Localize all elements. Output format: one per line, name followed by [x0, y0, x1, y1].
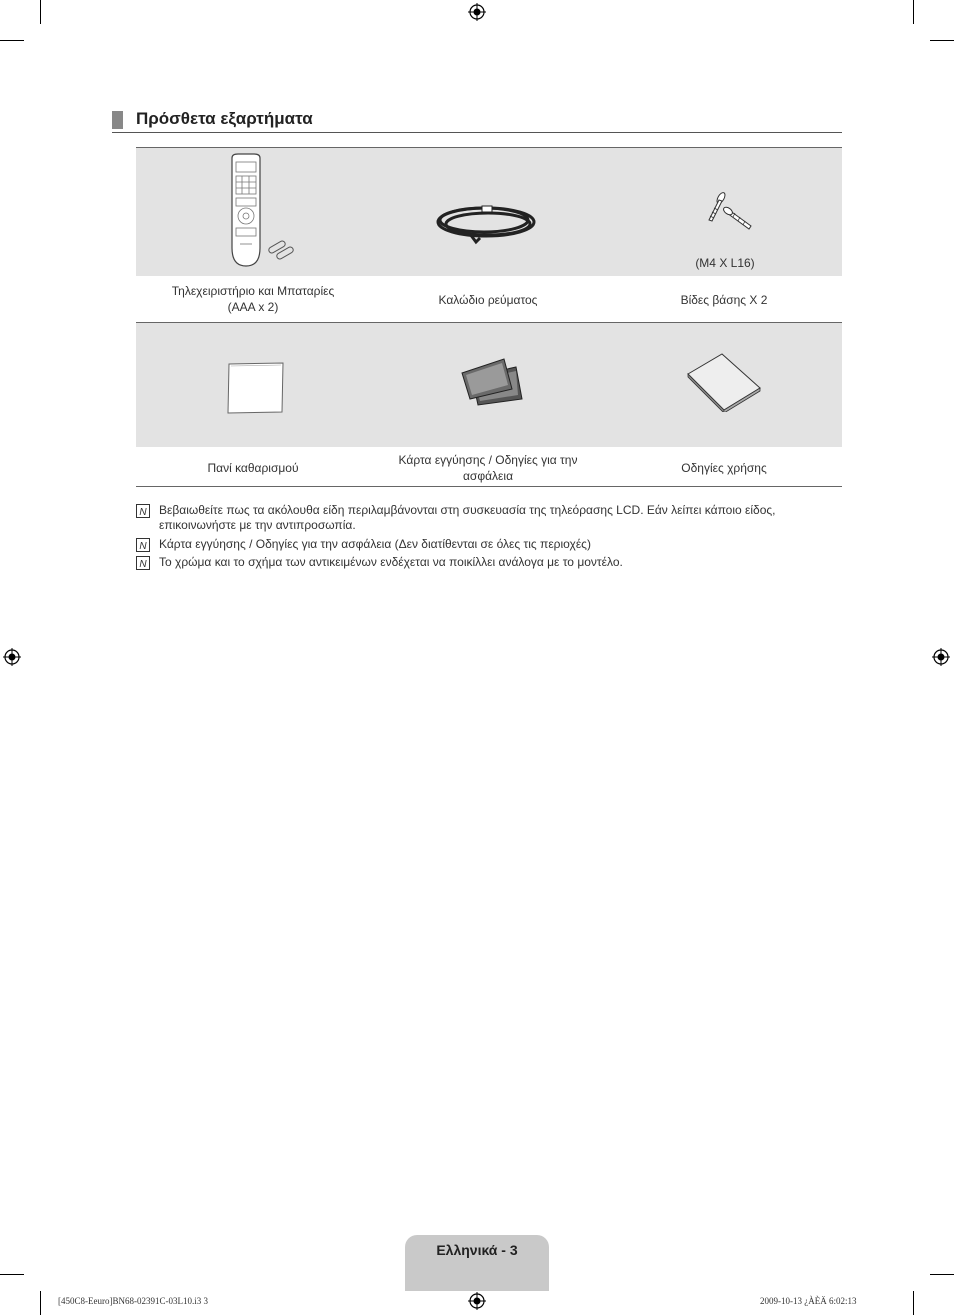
note-text: επικοινωνήστε με την αντιπροσωπία. [159, 518, 356, 532]
caption-cable: Καλώδιο ρεύματος [438, 293, 538, 307]
page-title: Πρόσθετα εξαρτήματα [136, 109, 313, 128]
page-number: Ελληνικά - 3 [436, 1242, 518, 1258]
caption-line: Κάρτα εγγύησης / Οδηγίες για την [398, 453, 578, 467]
caption-line: ασφάλεια [462, 469, 513, 483]
manual-booklet-icon [684, 352, 764, 412]
warranty-card-icon [460, 355, 526, 407]
crop-mark [930, 40, 954, 41]
crop-mark [0, 40, 24, 41]
note-text: Κάρτα εγγύησης / Οδηγίες για την ασφάλεια (Δεν διατίθενται σε όλες τις περιοχές) [159, 537, 591, 551]
caption-remote [150, 283, 356, 315]
note-icon [136, 538, 150, 552]
note-icon [136, 556, 150, 570]
note-item [136, 503, 842, 533]
screw-icon [695, 188, 760, 236]
file-info: [450C8-Eeuro]BN68-02391C-03L10.i3 3 [58, 1296, 208, 1306]
crop-mark [40, 0, 41, 24]
registration-mark-icon [468, 1292, 486, 1310]
crop-mark [0, 1274, 24, 1275]
section-header [112, 108, 842, 133]
caption-line: (AAA x 2) [227, 300, 279, 314]
cleaning-cloth-icon [225, 360, 287, 416]
power-cord-icon [430, 190, 545, 250]
print-timestamp: 2009-10-13 ¿ÀÈÄ 6:02:13 [760, 1296, 857, 1306]
remote-control-icon [220, 152, 310, 272]
svg-text:N: N [139, 541, 147, 552]
crop-mark [40, 1291, 41, 1315]
crop-mark [930, 1274, 954, 1275]
caption-cloth: Πανί καθαρισμού [207, 461, 299, 475]
note-icon [136, 504, 150, 518]
screw-size-label: (M4 X L16) [695, 256, 755, 270]
crop-mark [913, 0, 914, 24]
note-item [136, 555, 842, 570]
caption-screws: Βίδες βάσης X 2 [680, 293, 768, 307]
table-bottom-line [136, 486, 842, 487]
registration-mark-icon [468, 3, 486, 21]
registration-mark-icon [3, 648, 21, 666]
note-text: Το χρώμα και το σχήμα των αντικειμένων ενδέχεται να ποικίλλει ανάλογα με το μοντέλο. [159, 555, 623, 569]
svg-text:N: N [139, 559, 147, 570]
svg-text:N: N [139, 507, 147, 518]
caption-manual: Οδηγίες χρήσης [681, 461, 767, 475]
section-marker [112, 111, 123, 129]
note-item [136, 537, 842, 552]
caption-warranty [380, 452, 596, 484]
crop-mark [913, 1291, 914, 1315]
note-text: Βεβαιωθείτε πως τα ακόλουθα είδη περιλαμβάνονται στη συσκευασία της τηλεόρασης LCD. Εάν λείπει κάποιο είδος, [159, 503, 776, 517]
page-number-tab [405, 1235, 549, 1291]
registration-mark-icon [932, 648, 950, 666]
caption-line: Τηλεχειριστήριο και Μπαταρίες [171, 284, 335, 298]
